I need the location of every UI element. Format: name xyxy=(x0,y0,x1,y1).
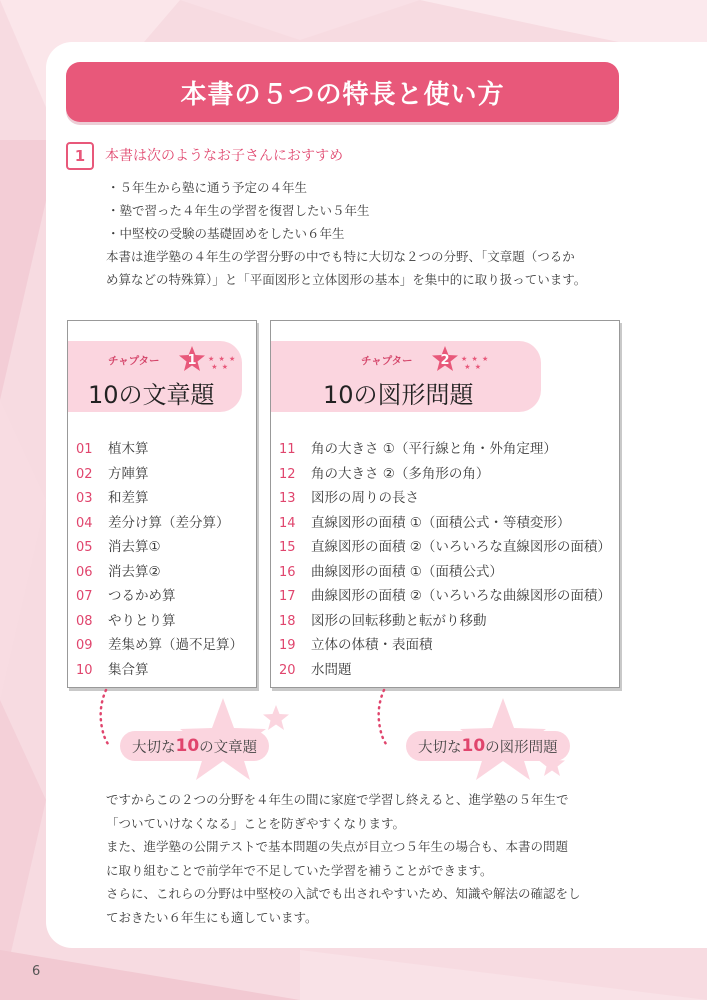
topic-item xyxy=(76,486,243,511)
sparkle-icon: ★ ★ ★ ★ ★ xyxy=(461,355,490,371)
topic-number: 05 xyxy=(76,540,93,555)
topic-label: 図形の回転移動と転がり移動 xyxy=(311,612,487,629)
chapter-number: 2 xyxy=(440,352,450,368)
body-line: また、進学塾の公開テストで基本問題の失点が目立つ５年生の場合も、本書の問題 xyxy=(106,839,569,854)
topic-label: 曲線図形の面積 ①（面積公式） xyxy=(311,563,503,580)
topic-number: 19 xyxy=(279,638,296,653)
topic-number: 17 xyxy=(279,589,296,604)
topic-item xyxy=(76,584,243,609)
chapter-1-box xyxy=(67,320,257,688)
topic-item xyxy=(76,633,243,658)
topic-number: 03 xyxy=(76,491,93,506)
bullet-item: ・中堅校の受験の基礎固めをしたい６年生 xyxy=(107,226,345,241)
topic-item xyxy=(76,658,243,683)
topic-number: 02 xyxy=(76,466,93,482)
topic-item xyxy=(279,437,611,462)
topic-label: 水問題 xyxy=(311,661,352,678)
bullet-item: ・５年生から塾に通う予定の４年生 xyxy=(107,180,308,195)
topic-item xyxy=(279,633,611,658)
topic-number: 20 xyxy=(279,662,296,678)
highlight-ribbon xyxy=(406,731,570,761)
topic-list xyxy=(279,437,611,682)
topic-number: 06 xyxy=(76,564,93,580)
page-title: 本書の５つの特長と使い方 xyxy=(66,62,619,122)
body-line: ておきたい６年生にも適しています。 xyxy=(106,909,318,925)
topic-number: 15 xyxy=(279,540,296,555)
topic-label: 消去算① xyxy=(108,539,161,555)
topic-item xyxy=(279,486,611,511)
chapter-name: 10の文章題 xyxy=(88,381,215,409)
bullet-item: ・塾で習った４年生の学習を復習したい５年生 xyxy=(107,203,370,218)
chapter-number-badge xyxy=(178,345,206,373)
topic-number: 04 xyxy=(76,515,93,531)
body-line: ですからこの２つの分野を４年生の間に家庭で学習し終えると、進学塾の５年生で xyxy=(106,792,569,807)
topic-number: 14 xyxy=(279,515,296,531)
chapter-header xyxy=(68,341,242,412)
topic-item xyxy=(76,511,243,536)
body-line: 「ついていけなくなる」ことを防ぎやすくなります。 xyxy=(106,815,406,831)
topic-number: 09 xyxy=(76,638,93,653)
topic-item xyxy=(76,560,243,585)
ribbon-text: 大切な xyxy=(418,739,462,756)
topic-number: 11 xyxy=(279,442,296,457)
topic-label: やりとり算 xyxy=(108,612,176,629)
highlight-ribbon xyxy=(120,731,269,761)
topic-item xyxy=(279,658,611,683)
topic-item xyxy=(279,462,611,487)
dotted-connector xyxy=(96,688,110,748)
section-title: 本書は次のようなお子さんにおすすめ xyxy=(105,148,344,164)
topic-number: 18 xyxy=(279,613,296,629)
chapter-2-box xyxy=(270,320,620,688)
topic-item xyxy=(279,584,611,609)
ribbon-text: の文章題 xyxy=(199,739,258,756)
topic-label: 図形の周りの長さ xyxy=(311,490,419,506)
section-number: 1 xyxy=(66,142,94,170)
dotted-connector xyxy=(374,688,388,748)
chapter-name: 10の図形問題 xyxy=(323,381,474,409)
topic-label: 直線図形の面積 ①（面積公式・等積変形） xyxy=(311,514,571,531)
topic-label: 角の大きさ ①（平行線と角・外角定理） xyxy=(311,441,557,457)
topic-label: 角の大きさ ②（多角形の角） xyxy=(311,465,490,482)
chapter-label: チャプター xyxy=(361,355,413,367)
topic-item xyxy=(279,535,611,560)
bullet-list xyxy=(107,176,370,245)
topic-item xyxy=(76,535,243,560)
topic-label: 曲線図形の面積 ②（いろいろな曲線図形の面積） xyxy=(311,588,611,604)
body-line: に取り組むことで前学年で不足していた学習を補うことができます。 xyxy=(106,862,493,878)
intro-line: 本書は進学塾の４年生の学習分野の中でも特に大切な２つの分野、「文章題（つるか xyxy=(106,249,575,264)
topic-label: つるかめ算 xyxy=(108,588,176,604)
topic-label: 差集め算（過不足算） xyxy=(108,637,243,653)
intro-line: め算などの特殊算）」と「平面図形と立体図形の基本」を集中的に取り扱っています。 xyxy=(106,272,587,287)
body-paragraph xyxy=(106,788,626,929)
intro-paragraph xyxy=(106,245,618,291)
topic-label: 消去算② xyxy=(108,563,161,580)
topic-label: 集合算 xyxy=(108,661,149,678)
topic-number: 10 xyxy=(76,662,93,678)
topic-number: 13 xyxy=(279,491,296,506)
topic-item xyxy=(279,609,611,634)
topic-list xyxy=(76,437,243,682)
chapter-number: 1 xyxy=(187,352,197,368)
ribbon-number: 10 xyxy=(175,736,200,756)
chapter-header xyxy=(271,341,541,412)
topic-label: 立体の体積・表面積 xyxy=(311,637,433,653)
topic-label: 差分け算（差分算） xyxy=(108,514,230,531)
body-line: さらに、これらの分野は中堅校の入試でも出されやすいため、知識や解法の確認をし xyxy=(106,886,581,901)
topic-item xyxy=(279,560,611,585)
topic-item xyxy=(76,437,243,462)
chapter-label: チャプター xyxy=(108,355,160,367)
topic-label: 方陣算 xyxy=(108,465,149,482)
topic-number: 16 xyxy=(279,564,296,580)
chapter-number-badge xyxy=(431,345,459,373)
ribbon-text: 大切な xyxy=(132,739,176,756)
page-number: 6 xyxy=(32,964,41,979)
ribbon-number: 10 xyxy=(461,736,486,756)
topic-label: 和差算 xyxy=(108,490,149,506)
topic-item xyxy=(76,462,243,487)
topic-number: 12 xyxy=(279,466,296,482)
topic-number: 07 xyxy=(76,589,93,604)
topic-label: 直線図形の面積 ②（いろいろな直線図形の面積） xyxy=(311,539,611,555)
topic-label: 植木算 xyxy=(108,441,149,457)
sparkle-icon: ★ ★ ★ ★ ★ xyxy=(208,355,237,371)
topic-number: 08 xyxy=(76,613,93,629)
star-icon xyxy=(262,704,290,731)
ribbon-text: の図形問題 xyxy=(485,739,558,756)
topic-item xyxy=(76,609,243,634)
topic-item xyxy=(279,511,611,536)
topic-number: 01 xyxy=(76,442,93,457)
